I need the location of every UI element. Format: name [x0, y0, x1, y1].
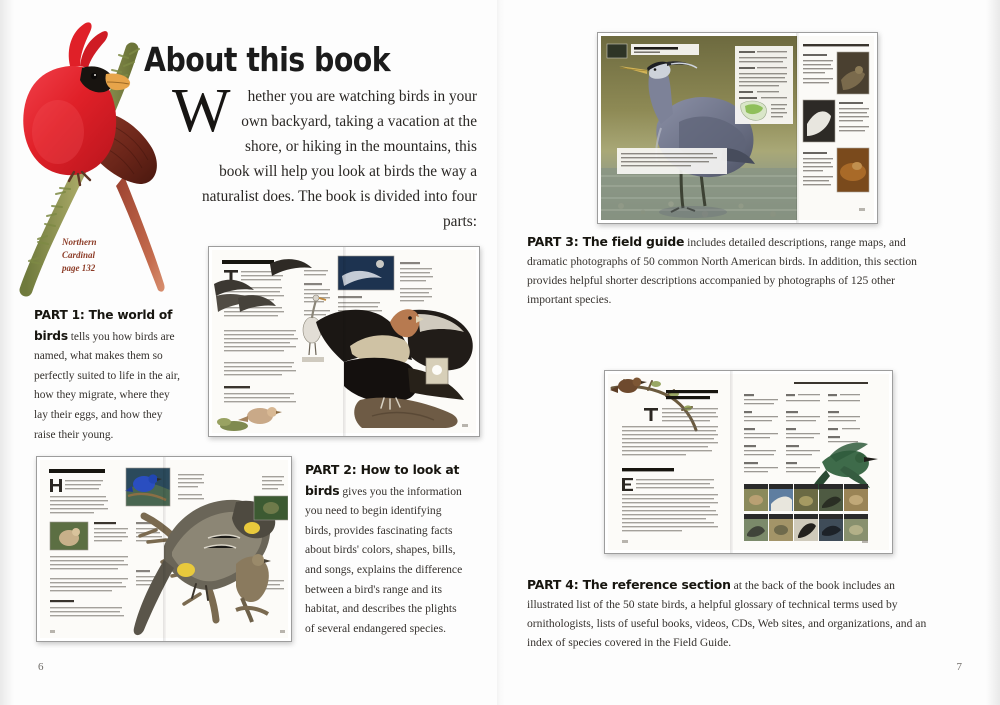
cardinal-caption: [62, 236, 97, 275]
cardinal-caption-line1: Northern: [62, 237, 97, 247]
part-3-label: PART 3: The field guide: [527, 234, 685, 249]
page-title: About this book: [144, 40, 391, 79]
cardinal-eye: [91, 73, 97, 79]
thumbnail-telling-birds-apart: [36, 456, 292, 642]
thumb3-heading: [634, 47, 678, 50]
thumb1-spine: [343, 247, 346, 436]
page-edge-right: [986, 0, 1000, 705]
cardinal-breast-highlight: [32, 100, 84, 164]
intro-paragraph: [172, 77, 477, 234]
part-2-blurb: [305, 460, 468, 638]
thumbnail-field-guide: [597, 32, 878, 224]
thumb4-heading-2: [622, 468, 674, 471]
cardinal-caption-line2: Cardinal: [62, 250, 96, 260]
cardinal-caption-line3: page 132: [62, 263, 96, 273]
page-number-left: 6: [38, 661, 44, 673]
reference-section-artwork: [608, 374, 889, 550]
thumb3-spine: [796, 33, 799, 223]
part-4-blurb: [527, 575, 927, 652]
part-3-blurb: [527, 232, 925, 309]
thumb4-heading: [666, 390, 718, 393]
field-guide-artwork: [601, 36, 874, 220]
intro-drop-cap: W: [172, 77, 231, 145]
intro-body-text: hether you are watching birds in your own backyard, taking a vacation at the shore, or hiking in the mountains, this book will help you look at birds the way a naturalist does. The book is divided into four parts:: [201, 88, 477, 230]
part-1-blurb: [34, 306, 186, 445]
page-number-right: 7: [956, 661, 962, 673]
part-1-label: PART 1: The world of birds: [34, 308, 173, 343]
part-4-label: PART 4: The reference section: [527, 577, 731, 592]
thumbnail-world-of-birds: [208, 246, 480, 437]
thumb2-spine: [163, 457, 166, 641]
part-2-label: PART 2: How to look at birds: [305, 462, 460, 498]
part-4-body: at the back of the book includes an illustrated list of the 50 state birds, a helpful glossary of technical terms used by ornithologists, lists of useful books, videos, CDs, Web sites, and organizations, and an index of species covered in the Field Guide.: [527, 579, 927, 649]
part-2-body: gives you the information you need to begin identifying birds, provides fascinating facts about birds' colors, shapes, bills, and songs, explains the difference between a bird's range and its habitat, and describes the plights of several endangered species.: [305, 484, 463, 635]
part-3-body: includes detailed descriptions, range maps, and dramatic photographs of 50 common North American birds. In addition, this section provides helpful shorter descriptions accompanied by photographs of 125 other important species.: [527, 236, 917, 306]
cardinal-tail: [116, 176, 165, 292]
cardinal-eye-highlight: [94, 74, 96, 76]
thumb2-heading: [49, 469, 105, 473]
thumb4-spine: [730, 371, 733, 553]
spread-gutter: [497, 0, 505, 705]
thumbnail-reference-section: [604, 370, 893, 554]
part-1-body: tells you how birds are named, what makes them so perfectly suited to life in the air, how they migrate, where they lay their eggs, and how they raise their young.: [34, 330, 180, 441]
